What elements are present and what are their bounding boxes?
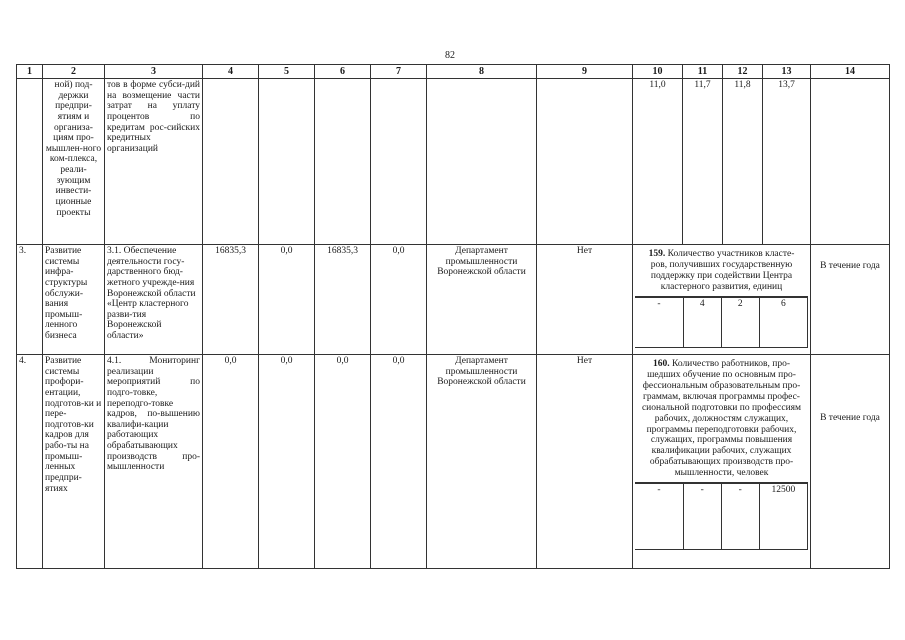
indicator-value: 6: [759, 297, 807, 347]
indicator-value: 2: [721, 297, 759, 347]
indicator-title: [635, 246, 808, 296]
indicator-separator: [635, 482, 808, 550]
risk-cell: Нет: [537, 245, 633, 355]
col-header: 12: [723, 65, 763, 79]
col-header: 5: [259, 65, 315, 79]
indicator-cell: [633, 245, 811, 355]
executor-cell: Департамент промышленности Воронежской области: [427, 245, 537, 355]
column-number-row: [17, 65, 890, 79]
col-header: 8: [427, 65, 537, 79]
col-header: 13: [763, 65, 811, 79]
executor-cell: Департамент промышленности Воронежской области: [427, 355, 537, 569]
funding-cell: 0,0: [371, 355, 427, 569]
funding-cell: 0,0: [371, 245, 427, 355]
indicator-values: [635, 483, 808, 550]
task-cell: Развитие системы инфра-структуры обслужи-вания промыш-ленного бизнеса: [43, 245, 105, 355]
indicator-value: 12500: [759, 484, 807, 550]
col-header: 7: [371, 65, 427, 79]
funding-cell: 16835,3: [315, 245, 371, 355]
indicator-cell: [633, 355, 811, 569]
col-header: 10: [633, 65, 683, 79]
col-header: 1: [17, 65, 43, 79]
program-table: [16, 64, 890, 569]
deadline-cell: В течение года: [811, 355, 890, 569]
col-header: 9: [537, 65, 633, 79]
indicator-value: -: [635, 484, 683, 550]
funding-cell: 0,0: [203, 355, 259, 569]
table-row: [17, 355, 890, 569]
indicator-separator: [635, 296, 808, 348]
indicator-value: 13,7: [763, 79, 811, 245]
indicator-number: 160.: [652, 359, 670, 369]
indicator-title: [635, 356, 808, 482]
col-header: 6: [315, 65, 371, 79]
indicator-value: 11,7: [683, 79, 723, 245]
funding-cell: 0,0: [259, 355, 315, 569]
table-row: [17, 245, 890, 355]
task-cell: Развитие системы профори-ентации, подготов-ки и пере-подготов-ки кадров для рабо-ты на промыш-ленных предпри-ятиях: [43, 355, 105, 569]
row-number: [17, 79, 43, 245]
indicator-text: Количество участников класте-ров, получивших государственную поддержку при содействии Центра кластерного развития, единиц: [650, 249, 795, 292]
indicator-value: 11,8: [723, 79, 763, 245]
col-header: 4: [203, 65, 259, 79]
indicator-value: -: [721, 484, 759, 550]
funding-cell: 0,0: [259, 245, 315, 355]
indicator-value: 11,0: [633, 79, 683, 245]
measure-cell: 4.1. Мониторинг реализации мероприятий по подго-товке, переподго-товке кадров, по-вышению квалифи-кации работающих обрабатывающих производств про-мышленности: [105, 355, 203, 569]
col-header: 2: [43, 65, 105, 79]
deadline-cell: В течение года: [811, 245, 890, 355]
indicator-number: 159.: [648, 249, 666, 259]
indicator-values: [635, 297, 808, 348]
measure-cell: тов в форме субси-дий на возмещение части затрат на уплату процентов по кредитам рос-сийских кредитных организаций: [105, 79, 203, 245]
col-header: 14: [811, 65, 890, 79]
indicator-value: -: [683, 484, 721, 550]
col-header: 3: [105, 65, 203, 79]
col-header: 11: [683, 65, 723, 79]
indicator-text: Количество работников, про-шедших обучение по основным про-фессиональным образовательным про-граммам, включая программы профес-сиональной подготовки по профессиям рабочих, должностям служащих, программы переподготовки рабочих, служащих, программы повышения квалификации рабочих, служащих обрабатывающих производств про-мышленности, человек: [641, 359, 802, 479]
task-cell: ной) под-держки предпри-ятиям и организа-циям про-мышлен-ного ком-плекса, реали-зующим инвести-ционные проекты: [43, 79, 105, 245]
funding-cell: 16835,3: [203, 245, 259, 355]
funding-cell: 0,0: [315, 355, 371, 569]
indicator-value: 4: [683, 297, 721, 347]
page-number: 82: [445, 50, 455, 61]
indicator-value: -: [635, 297, 683, 347]
measure-cell: 3.1. Обеспечение деятельности госу-дарственного бюд-жетного учрежде-ния Воронежской области «Центр кластерного разви-тия Воронежской области»: [105, 245, 203, 355]
table-row: [17, 79, 890, 245]
risk-cell: Нет: [537, 355, 633, 569]
row-number: 4.: [17, 355, 43, 569]
row-number: 3.: [17, 245, 43, 355]
